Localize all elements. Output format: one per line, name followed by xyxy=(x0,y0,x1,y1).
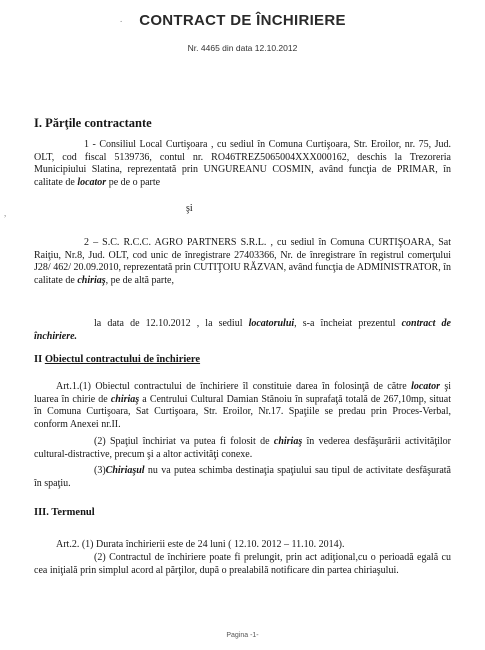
art1-1-chirias: chiriaş xyxy=(110,393,140,405)
art2-2-paragraph: (2) Contractul de închiriere poate fi prelungit, prin act adiţional,cu o perioadă egală cu cea iniţială prin simplul acord al părţilor, după o prealabilă notificare din partea chiriaşului. xyxy=(34,552,451,576)
art1-1-locator: locator xyxy=(411,381,440,392)
section2-heading-num: II xyxy=(34,354,45,365)
party2-text: 2 – S.C. R.C.C. AGRO PARTNERS S.R.L. , cu sediul în Comuna CURTIŞOARA, Sat Raiţiu, Nr.8, Jud. OLT, cod unic de înregistrare 27403366, Nr. de înregistrare în registrul comerţului J28/ 462/ 20.09.2010, reprezentată prin CUTIŢOIU RĂZVAN, având funcţia de ADMINISTRATOR, în calitate de xyxy=(34,237,451,286)
section3-heading: III. Termenul xyxy=(34,507,95,518)
party1-role: locator xyxy=(77,176,107,188)
art1-1-c: şi luarea în chirie de xyxy=(34,381,452,405)
art1-3-paragraph xyxy=(34,465,451,490)
party2-paragraph xyxy=(34,237,451,287)
art1-3-a: (3) xyxy=(94,465,106,476)
page-footer: Pagina -1- xyxy=(226,632,259,639)
party2-tail: , pe de altă parte, xyxy=(105,274,174,286)
party1-text: 1 - Consiliul Local Curtişoara , cu sediul în Comuna Curtişoara, Str. Eroilor, nr. 75, Jud. OLT, cod fiscal 5139736, contul nr. RO46TREZ5065004XXX000162, deschis la Trezoreria Municipiului Slatina, reprezentată prin UNGUREANU COSMIN, având funcţia de PRIMAR, în calitate de xyxy=(34,139,451,188)
art2-1-paragraph: Art.2. (1) Durata închirierii este de 24 luni ( 12.10. 2012 – 11.10. 2014). xyxy=(56,539,345,550)
art1-2-a: (2) Spaţiul închiriat va putea fi folosit de xyxy=(94,436,274,447)
party1-paragraph xyxy=(34,139,451,189)
art1-3-c: nu va putea schimba destinaţia spaţiului sau tipul de activitate desfăşurată în spaţiu. xyxy=(34,465,451,489)
art1-1-paragraph xyxy=(34,381,451,431)
conjunction: şi xyxy=(186,203,193,214)
margin-mark: , xyxy=(4,208,7,218)
party1-tail: pe de o parte xyxy=(106,176,161,188)
art1-1-a: Art.1.(1) Obiectul contractului de închiriere îl constituie darea în folosinţă de către xyxy=(56,381,412,392)
closing-paragraph xyxy=(34,318,451,343)
section1-heading: I. Părţile contractante xyxy=(34,116,152,130)
art1-2-chirias: chiriaş xyxy=(273,436,303,447)
art1-2-c: în vederea desfăşurării activităţilor cultural-distractive, precum şi a altor activităţi conexe. xyxy=(34,436,451,460)
party2-role: chiriaş xyxy=(77,274,106,286)
document-title: CONTRACT DE ÎNCHIRIERE xyxy=(139,12,346,29)
art1-1-e: a Centrului Cultural Damian Stănoiu în suprafaţă totală de 267,10mp, situat în Comuna Curtişoara, Sat Curtişoara, Str. Eroilor, Nr.17. Spaţiile se predau prin Proces-Verbal, conform Anexei nr.II. xyxy=(34,393,452,430)
closing-doc: contract de închiriere. xyxy=(34,318,451,342)
scan-mark: . xyxy=(120,14,123,24)
art1-2-paragraph xyxy=(34,436,451,461)
section2-heading xyxy=(34,354,200,365)
closing-mid: , s-a încheiat prezentul xyxy=(294,318,402,329)
closing-text: la data de 12.10.2012 , la sediul xyxy=(94,318,249,329)
closing-place: locatorului xyxy=(248,318,295,329)
section2-heading-text: Obiectul contractului de închiriere xyxy=(44,354,201,365)
document-number: Nr. 4465 din data 12.10.2012 xyxy=(187,43,298,53)
art1-3-chiriasul: Chiriaşul xyxy=(105,465,145,476)
